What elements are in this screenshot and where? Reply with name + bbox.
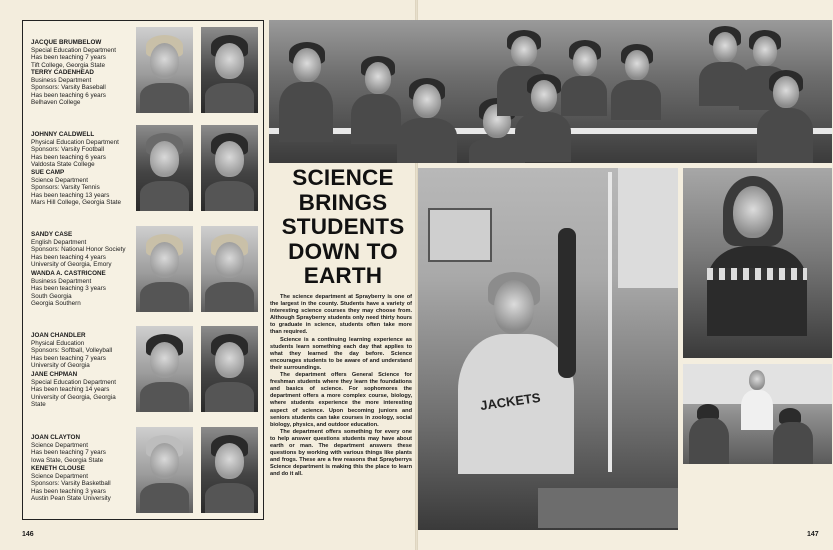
faculty-name: WANDA A. CASTRICONE [31,270,106,277]
portrait-photo [201,427,258,513]
faculty-detail: Sponsors: Softball, Volleyball [31,347,113,355]
portrait-photo [136,427,193,513]
faculty-detail: Has been teaching 13 years [31,191,110,199]
faculty-detail: Has been teaching 7 years [31,54,106,62]
portrait-photo [201,226,258,312]
faculty-detail: University of Georgia [31,362,90,370]
faculty-detail: Science Department [31,472,89,480]
science-lab-photo [418,168,678,530]
portrait-photo [201,27,258,113]
headline-line: DOWN TO [288,238,398,264]
classroom-photo [269,20,832,163]
faculty-detail: State [31,401,46,409]
faculty-name: JOAN CLAYTON [31,434,80,441]
faculty-detail: Sponsors: Varsity Baseball [31,84,106,92]
portrait-photo [136,27,193,113]
portrait-photo [136,226,193,312]
teacher-classroom-photo [683,364,832,464]
article-headline [270,166,416,289]
student-laughing-photo [683,168,832,358]
faculty-detail: Has been teaching 6 years [31,91,106,99]
article-body [270,294,412,478]
faculty-detail: Has been teaching 4 years [31,253,106,261]
headline-line: SCIENCE [292,165,394,190]
faculty-detail: Has been teaching 3 years [31,487,106,495]
faculty-detail: Has been teaching 6 years [31,153,106,161]
faculty-detail: Tift College, Georgia State [31,61,105,69]
page-number-right: 147 [807,531,819,538]
portrait-photo [201,125,258,211]
faculty-detail: Sponsors: National Honor Society [31,246,126,254]
faculty-name: TERRY CADENHEAD [31,69,94,76]
faculty-detail: Has been teaching 7 years [31,449,106,457]
article-paragraph: Science is a continuing learning experience as students learn something each day that applies to what they learned the day before. Science encourages students to be aware of and understand their surroundings. [270,336,412,371]
faculty-directory-box [22,20,264,520]
faculty-name: JACQUE BRUMBELOW [31,39,102,46]
faculty-detail: Has been teaching 7 years [31,354,106,362]
faculty-name: JOAN CHANDLER [31,332,86,339]
portrait-photo [201,326,258,412]
faculty-detail: Sponsors: Varsity Tennis [31,184,100,192]
faculty-detail: Has been teaching 14 years [31,386,110,394]
jersey-lettering: JACKETS [479,389,542,414]
portrait-photo [136,125,193,211]
faculty-detail: Business Department [31,277,92,285]
faculty-detail: Mars Hill College, Georgia State [31,199,121,207]
faculty-detail: Business Department [31,76,92,84]
portrait-photo [136,326,193,412]
article-paragraph: The department offers something for every one to help answer questions students may have about earth or man. The department answers these questions by working with various things like plants and frogs. These are a few reasons that Sprayberrys Science department is making this the place to learn and do it all. [270,428,412,478]
faculty-detail: Iowa State, Georgia State [31,456,104,464]
faculty-detail: Belhaven College [31,99,81,107]
faculty-detail: Sponsors: Varsity Football [31,146,105,154]
faculty-name: KENETH CLOUSE [31,465,85,472]
faculty-name: SUE CAMP [31,169,65,176]
faculty-detail: Physical Education Department [31,138,119,146]
faculty-detail: Science Department [31,441,89,449]
page-number-left: 146 [22,531,34,538]
faculty-name: SANDY CASE [31,231,73,238]
headline-line: EARTH [303,263,383,288]
faculty-detail: Has been teaching 3 years [31,285,106,293]
faculty-detail: Georgia Southern [31,300,81,308]
article-paragraph: The department offers General Science for freshman students where they learn the foundations and basics of science. For sophomores the department offers a more complex course, biology, where students experience the more interesting aspect of science. Upon becoming juniors and seniors students can take courses in zoology, social biology, physics, and outdoor education. [270,372,412,428]
headline-line: STUDENTS [281,214,405,239]
faculty-detail: University of Georgia, Emory [31,261,112,269]
faculty-detail: Sponsors: Varsity Basketball [31,480,111,488]
faculty-name: JOHNNY CALDWELL [31,131,95,138]
faculty-name: JANE CHPMAN [31,371,78,378]
faculty-detail: Physical Education [31,339,85,347]
article-paragraph: The science department at Sprayberry is one of the largest in the county. Students have a variety of interesting science courses they may choose from. Although Sprayberry students only need thirty hours to graduate in science, students often take more than required. [270,294,412,336]
faculty-detail: Science Department [31,176,89,184]
faculty-detail: Special Education Department [31,46,117,54]
faculty-detail: English Department [31,238,87,246]
faculty-detail: Austin Pean State University [31,495,111,503]
headline-line: BRINGS [298,189,388,215]
faculty-detail: Valdosta State College [31,161,95,169]
faculty-detail: University of Georgia, Georgia [31,393,116,401]
faculty-detail: South Georgia [31,292,72,300]
faculty-detail: Special Education Department [31,378,117,386]
